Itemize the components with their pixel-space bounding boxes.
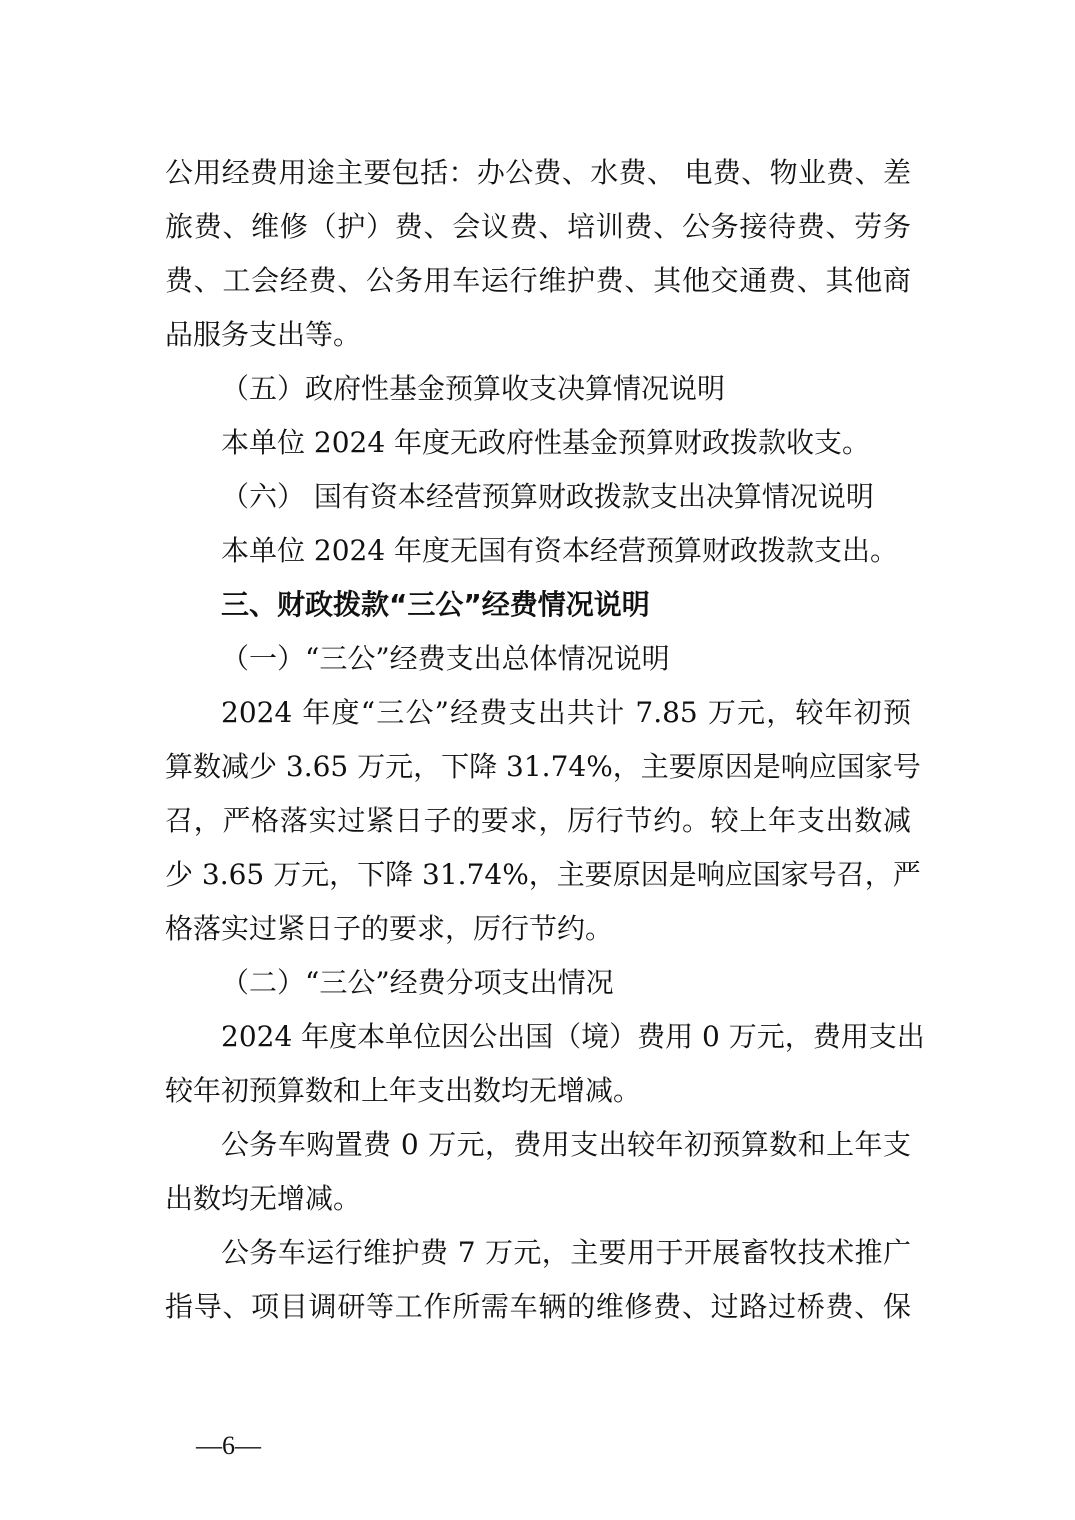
section-heading-5: （五）政府性基金预算收支决算情况说明 — [221, 372, 726, 405]
paragraph-line: 旅费、维修（护）费、会议费、培训费、公务接待费、劳务 — [165, 210, 911, 243]
paragraph-line: 公务车购置费 0 万元，费用支出较年初预算数和上年支 — [221, 1128, 911, 1161]
paragraph-line: 2024 年度本单位因公出国（境）费用 0 万元，费用支出 — [221, 1020, 925, 1053]
paragraph-line: 指导、项目调研等工作所需车辆的维修费、过路过桥费、保 — [165, 1290, 911, 1323]
paragraph-line: 公务车运行维护费 7 万元，主要用于开展畜牧技术推广 — [221, 1236, 911, 1269]
part-heading-3: 三、财政拨款“三公”经费情况说明 — [221, 588, 650, 621]
page-number: —6— — [196, 1431, 261, 1460]
subsection-heading-1: （一）“三公”经费支出总体情况说明 — [221, 642, 670, 675]
paragraph-line: 格落实过紧日子的要求，厉行节约。 — [165, 912, 614, 945]
paragraph-line: 少 3.65 万元，下降 31.74%，主要原因是响应国家号召，严 — [165, 858, 921, 891]
paragraph-line: 出数均无增减。 — [165, 1182, 362, 1215]
paragraph-line: 召，严格落实过紧日子的要求，厉行节约。较上年支出数减 — [165, 804, 911, 837]
paragraph-line: 公用经费用途主要包括：办公费、水费、 电费、物业费、差 — [165, 156, 911, 189]
paragraph-line: 2024 年度“三公”经费支出共计 7.85 万元，较年初预 — [221, 696, 911, 729]
subsection-heading-2: （二）“三公”经费分项支出情况 — [221, 966, 614, 999]
paragraph-line: 算数减少 3.65 万元，下降 31.74%，主要原因是响应国家号 — [165, 750, 921, 783]
paragraph-line: 费、工会经费、公务用车运行维护费、其他交通费、其他商 — [165, 264, 911, 297]
document-body — [165, 146, 925, 1334]
paragraph-line: 品服务支出等。 — [165, 318, 362, 351]
section-text-6: 本单位 2024 年度无国有资本经营预算财政拨款支出。 — [221, 534, 899, 567]
section-heading-6: （六） 国有资本经营预算财政拨款支出决算情况说明 — [221, 480, 874, 513]
paragraph-line: 较年初预算数和上年支出数均无增减。 — [165, 1074, 642, 1107]
section-text-5: 本单位 2024 年度无政府性基金预算财政拨款收支。 — [221, 426, 871, 459]
